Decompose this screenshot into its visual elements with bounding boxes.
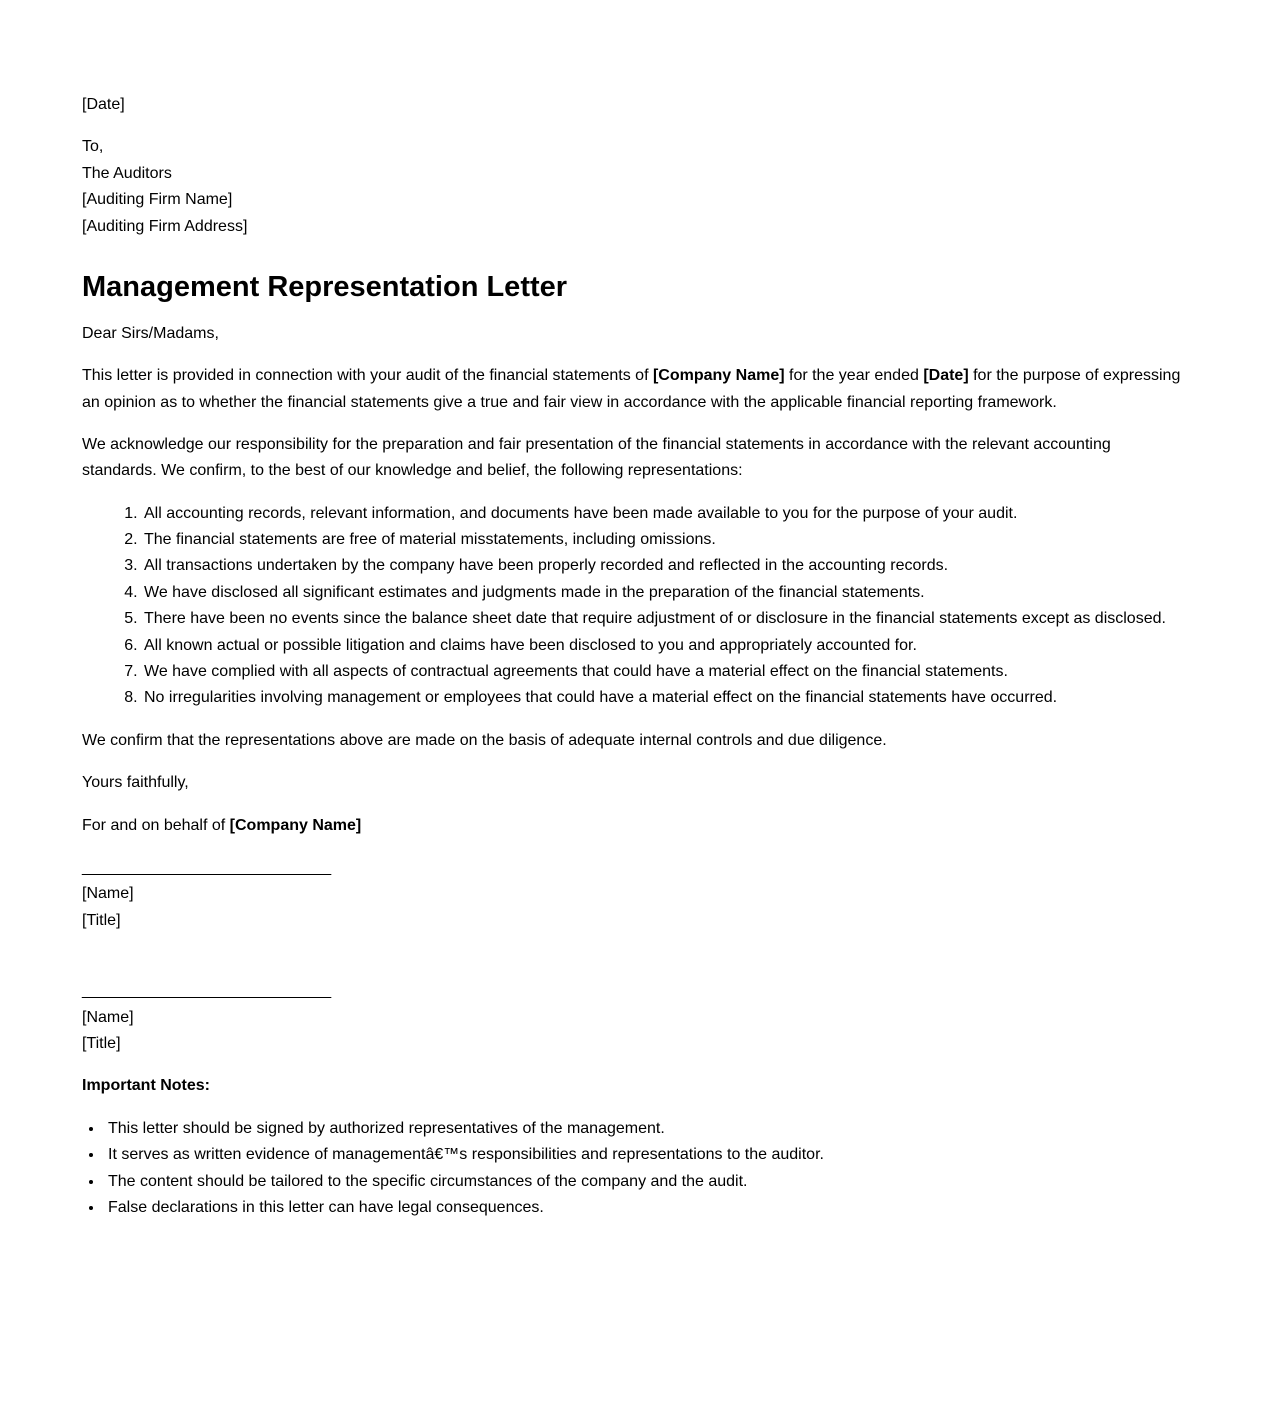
intro-text-2: for the year ended bbox=[784, 367, 924, 385]
behalf-line bbox=[82, 813, 1181, 839]
signatory-title-placeholder: [Title] bbox=[82, 1034, 121, 1052]
notes-heading: Important Notes: bbox=[82, 1077, 210, 1095]
intro-text-1: This letter is provided in connection with your audit of the financial statements of bbox=[82, 367, 653, 385]
intro-paragraph bbox=[82, 363, 1181, 416]
note-item: • False declarations in this letter can have legal consequences. bbox=[104, 1195, 1181, 1221]
recipient-name: The Auditors bbox=[82, 164, 172, 182]
behalf-text: For and on behalf of bbox=[82, 816, 230, 834]
greeting: Dear Sirs/Madams, bbox=[82, 324, 219, 342]
recipient-firm-address: [Auditing Firm Address] bbox=[82, 217, 248, 235]
closing-salutation: Yours faithfully, bbox=[82, 774, 189, 792]
recipient-block bbox=[82, 134, 1181, 240]
signature-line: ____________________________ bbox=[82, 859, 332, 876]
note-item: • It serves as written evidence of managementâ€™s responsibilities and representations to the auditor. bbox=[104, 1142, 1181, 1168]
recipient-firm-name: [Auditing Firm Name] bbox=[82, 191, 233, 209]
representation-item: 5. There have been no events since the balance sheet date that require adjustment of or disclosure in the financial statements except as disclosed. bbox=[142, 606, 1181, 632]
intro-text-3: for the purpose of expressing an opinion as to whether the financial statements give a true and fair view in accordance with the applicable financial reporting framework. bbox=[82, 367, 1181, 411]
signature-line: ____________________________ bbox=[82, 982, 332, 1000]
signature-block-1 bbox=[82, 855, 1181, 934]
recipient-salutation: To, bbox=[82, 138, 104, 156]
signature-block-2 bbox=[82, 978, 1181, 1057]
date-bold-placeholder: [Date] bbox=[923, 367, 969, 385]
representations-list bbox=[82, 501, 1181, 712]
representation-item: 8. No irregularities involving management or employees that could have a material effect on the financial statements have occurred. bbox=[142, 685, 1181, 711]
note-item: • This letter should be signed by authorized representatives of the management. bbox=[104, 1116, 1181, 1142]
confirmation-paragraph: We confirm that the representations above are made on the basis of adequate internal controls and due diligence. bbox=[82, 731, 887, 749]
signatory-name-placeholder: [Name] bbox=[82, 885, 134, 903]
page-title: Management Representation Letter bbox=[82, 270, 568, 303]
representation-item: 3. All transactions undertaken by the company have been properly recorded and reflected in the accounting records. bbox=[142, 553, 1181, 579]
date-placeholder: [Date] bbox=[82, 96, 125, 113]
representation-item: 1. All accounting records, relevant information, and documents have been made available to you for the purpose of your audit. bbox=[142, 501, 1181, 527]
signatory-title-placeholder: [Title] bbox=[82, 911, 121, 929]
note-item: • The content should be tailored to the specific circumstances of the company and the audit. bbox=[104, 1169, 1181, 1195]
acknowledgement-paragraph: We acknowledge our responsibility for the preparation and fair presentation of the financial statements in accordance with the relevant accounting standards. We confirm, to the best of our knowledge and belief, the following representations: bbox=[82, 435, 1111, 480]
company-name-placeholder: [Company Name] bbox=[652, 367, 785, 385]
representation-item: 2. The financial statements are free of material misstatements, including omissions. bbox=[142, 527, 1181, 553]
signatory-name-placeholder: [Name] bbox=[82, 1008, 134, 1026]
representation-item: 7. We have complied with all aspects of contractual agreements that could have a material effect on the financial statements. bbox=[142, 659, 1181, 685]
representation-item: 4. We have disclosed all significant estimates and judgments made in the preparation of the financial statements. bbox=[142, 580, 1181, 606]
notes-list bbox=[82, 1116, 1181, 1222]
representation-item: 6. All known actual or possible litigation and claims have been disclosed to you and appropriately accounted for. bbox=[142, 633, 1181, 659]
behalf-company-placeholder: [Company Name] bbox=[229, 816, 362, 834]
